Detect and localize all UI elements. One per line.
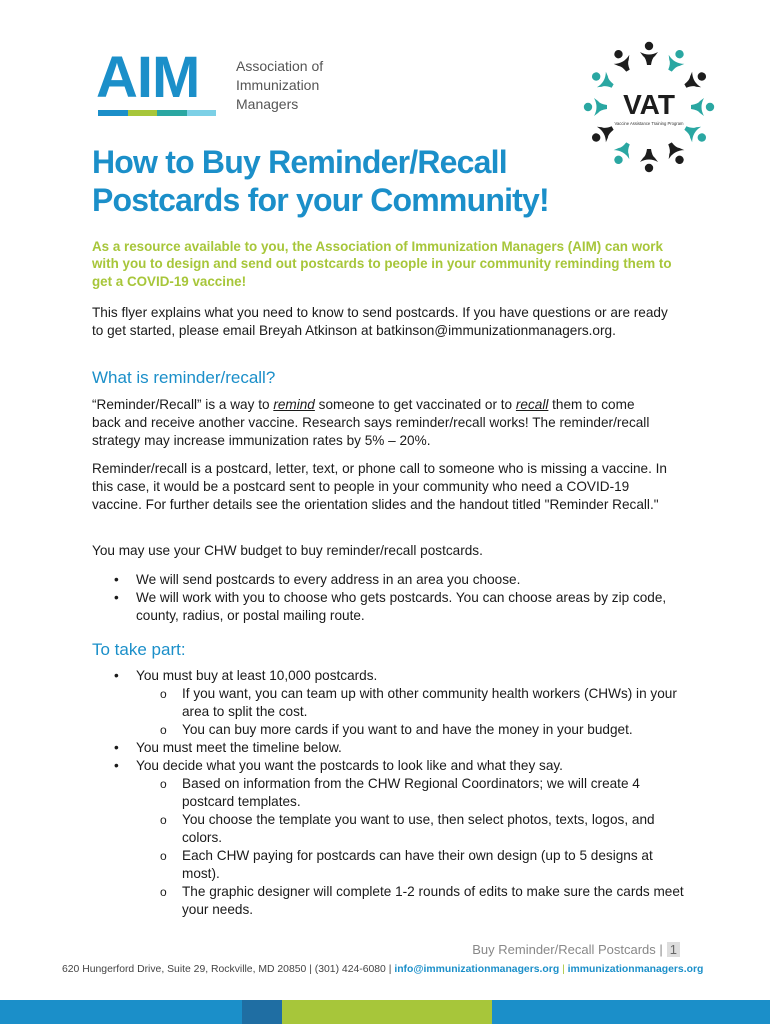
list-item xyxy=(92,667,692,739)
list-item: • We will work with you to choose who gets postcards. You can choose areas by zip code, county, radius, or postal mailing route. xyxy=(92,589,672,625)
reminder-recall-explanation: Reminder/recall is a postcard, letter, text, or phone call to someone who is missing a vaccine. In this case, it would be a postcard sent to people in your community who need a COVID-19 vaccine. For further details see the orientation slides and the handout titled "Reminder Recall." xyxy=(92,461,667,512)
person-figure-icon xyxy=(662,46,689,75)
footer-separator: | xyxy=(562,964,565,975)
org-name-line: Immunization xyxy=(236,77,320,93)
text-run: someone to get vaccinated or to xyxy=(314,397,516,412)
bottom-color-band xyxy=(0,1000,770,1024)
org-name xyxy=(236,57,323,114)
text-run: “Reminder/Recall” is a way to xyxy=(92,397,274,412)
page-title-line: Postcards for your Community! xyxy=(92,182,549,218)
person-figure-icon xyxy=(681,67,710,94)
take-part-list xyxy=(92,667,692,919)
vat-badge-subtext: Vaccine Assistance Training Program xyxy=(614,121,684,126)
explain-paragraph: This flyer explains what you need to know to send postcards. If you have questions or are ready to get started, please email Breyah Atkinson at batkinson@immunizationmanagers.org. xyxy=(92,305,668,338)
sub-list-item: o The graphic designer will complete 1-2 rounds of edits to make sure the cards meet your needs. xyxy=(136,883,692,919)
list-item: • You must meet the timeline below. xyxy=(92,739,692,757)
person-figure-icon xyxy=(662,139,689,168)
sub-list-item: o Each CHW paying for postcards can have their own design (up to 5 designs at most). xyxy=(136,847,692,883)
aim-logo-letters: AIM xyxy=(96,45,200,110)
reminder-recall-definition xyxy=(92,396,662,450)
footer-contact xyxy=(62,964,703,975)
vat-badge-logo xyxy=(580,38,718,176)
sub-list-item: o Based on information from the CHW Regional Coordinators; we will create 4 postcard templates. xyxy=(136,775,692,811)
footer-website-link[interactable]: immunizationmanagers.org xyxy=(567,964,704,975)
page-number: 1 xyxy=(667,942,680,957)
page-title-line: How to Buy Reminder/Recall xyxy=(92,144,507,180)
person-figure-icon xyxy=(588,67,617,94)
aim-logo-color-bars xyxy=(98,110,216,116)
vat-people-ring-icon xyxy=(580,38,718,176)
band-segment xyxy=(282,1000,492,1024)
section-heading-take-part: To take part: xyxy=(92,640,186,659)
person-figure-icon xyxy=(609,139,636,168)
person-figure-icon xyxy=(640,149,658,172)
aim-logo xyxy=(96,45,336,123)
text-run: them to come back and receive another vaccine. Research says reminder/recall works! The reminder/recall strategy may increase immunization rates by 5% – 20%. xyxy=(92,397,650,448)
remind-emphasis: remind xyxy=(273,397,315,412)
recall-emphasis: recall xyxy=(515,397,549,412)
vat-badge-text: VAT xyxy=(623,89,675,120)
chw-budget-note: You may use your CHW budget to buy reminder/recall postcards. xyxy=(92,543,483,558)
person-figure-icon xyxy=(609,46,636,75)
footer-doc-label xyxy=(472,942,680,957)
org-name-line: Managers xyxy=(236,96,299,112)
person-figure-icon xyxy=(691,98,714,116)
page-title xyxy=(92,143,592,219)
sub-list xyxy=(136,775,692,919)
org-name-line: Association of xyxy=(236,58,324,74)
footer-label-text: Buy Reminder/Recall Postcards | xyxy=(472,942,663,957)
band-segment xyxy=(0,1000,242,1024)
intro-text: As a resource available to you, the Association of Immunization Managers (AIM) can work with you to design and send out postcards to people in your community reminding them to get a COVID-19 vaccine! xyxy=(92,239,672,289)
band-segment xyxy=(492,1000,770,1024)
list-item-text: You decide what you want the postcards to look like and what they say. xyxy=(136,758,563,773)
band-segment xyxy=(242,1000,282,1024)
section-heading-reminder-recall: What is reminder/recall? xyxy=(92,368,276,387)
sub-list xyxy=(136,685,692,739)
footer-address-text: 620 Hungerford Drive, Suite 29, Rockville, MD 20850 | (301) 424-6080 | xyxy=(62,964,392,975)
list-item xyxy=(92,757,692,919)
person-figure-icon xyxy=(584,98,607,116)
person-figure-icon xyxy=(681,120,710,147)
person-figure-icon xyxy=(640,42,658,65)
postcard-bullets xyxy=(92,571,672,625)
sub-list-item: o You choose the template you want to use, then select photos, texts, logos, and colors. xyxy=(136,811,692,847)
list-item-text: You must buy at least 10,000 postcards. xyxy=(136,668,378,683)
sub-list-item: o You can buy more cards if you want to and have the money in your budget. xyxy=(136,721,692,739)
person-figure-icon xyxy=(588,120,617,147)
footer-email-link[interactable]: info@immunizationmanagers.org xyxy=(394,964,560,975)
sub-list-item: o If you want, you can team up with other community health workers (CHWs) in your area to split the cost. xyxy=(136,685,692,721)
list-item: • We will send postcards to every address in an area you choose. xyxy=(92,571,672,589)
